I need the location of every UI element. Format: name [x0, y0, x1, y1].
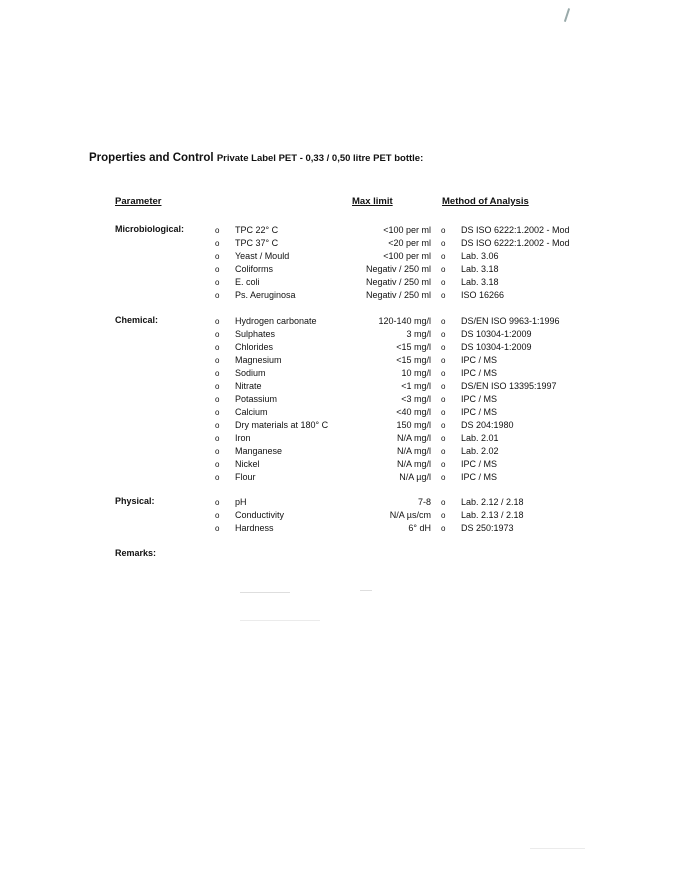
- parameter-name: Manganese: [235, 446, 283, 456]
- scan-artifact: [564, 8, 570, 22]
- table-row: [0, 522, 692, 535]
- bullet-icon: o: [441, 382, 446, 391]
- method-value: DS 10304-1:2009: [461, 329, 532, 339]
- max-limit-value: <40 mg/l: [396, 407, 431, 417]
- bullet-icon: o: [441, 356, 446, 365]
- bullet-icon: o: [215, 447, 220, 456]
- table-row: [0, 445, 692, 458]
- method-value: DS 10304-1:2009: [461, 342, 532, 352]
- method-value: Lab. 2.13 / 2.18: [461, 510, 524, 520]
- method-value: DS 250:1973: [461, 523, 514, 533]
- table-row: [0, 289, 692, 302]
- table-row: [0, 276, 692, 289]
- table-row: [0, 224, 692, 237]
- table-row: [0, 354, 692, 367]
- bullet-icon: o: [215, 421, 220, 430]
- bullet-icon: o: [441, 278, 446, 287]
- parameter-name: Yeast / Mould: [235, 251, 290, 261]
- max-limit-value: <20 per ml: [388, 238, 431, 248]
- section-label: Microbiological:: [115, 224, 185, 234]
- bullet-icon: o: [441, 317, 446, 326]
- parameter-name: TPC 37° C: [235, 238, 279, 248]
- parameter-name: Nickel: [235, 459, 260, 469]
- parameter-name: Conductivity: [235, 510, 285, 520]
- bullet-icon: o: [215, 317, 220, 326]
- bullet-icon: o: [215, 239, 220, 248]
- parameter-name: Nitrate: [235, 381, 262, 391]
- bullet-icon: o: [215, 291, 220, 300]
- table-row: [0, 237, 692, 250]
- max-limit-value: N/A mg/l: [396, 446, 431, 456]
- method-value: Lab. 2.12 / 2.18: [461, 497, 524, 507]
- max-limit-value: <15 mg/l: [396, 355, 431, 365]
- max-limit-value: N/A mg/l: [396, 459, 431, 469]
- bullet-icon: o: [441, 265, 446, 274]
- parameter-name: pH: [235, 497, 247, 507]
- section-label: Chemical:: [115, 315, 159, 325]
- bullet-icon: o: [441, 421, 446, 430]
- scan-artifact: [360, 590, 372, 591]
- max-limit-value: <15 mg/l: [396, 342, 431, 352]
- table-row: [0, 509, 692, 522]
- method-value: Lab. 2.01: [461, 433, 499, 443]
- parameter-name: TPC 22° C: [235, 225, 279, 235]
- table-row: [0, 263, 692, 276]
- header-method: Method of Analysis: [442, 196, 529, 207]
- scan-artifact: [240, 620, 320, 621]
- scan-artifact: [530, 848, 585, 849]
- method-value: IPC / MS: [461, 394, 498, 404]
- parameter-name: Iron: [235, 433, 251, 443]
- bullet-icon: o: [215, 511, 220, 520]
- table-row: [0, 328, 692, 341]
- bullet-icon: o: [441, 408, 446, 417]
- remarks-label: Remarks:: [115, 548, 157, 558]
- bullet-icon: o: [441, 447, 446, 456]
- max-limit-value: N/A µs/cm: [389, 510, 431, 520]
- method-value: IPC / MS: [461, 355, 498, 365]
- max-limit-value: 6° dH: [408, 523, 431, 533]
- method-value: ISO 16266: [461, 290, 505, 300]
- bullet-icon: o: [441, 434, 446, 443]
- max-limit-value: Negativ / 250 ml: [365, 264, 431, 274]
- bullet-icon: o: [441, 291, 446, 300]
- bullet-icon: o: [441, 330, 446, 339]
- bullet-icon: o: [215, 343, 220, 352]
- bullet-icon: o: [441, 343, 446, 352]
- parameter-name: Sulphates: [235, 329, 276, 339]
- bullet-icon: o: [441, 498, 446, 507]
- method-value: IPC / MS: [461, 407, 498, 417]
- bullet-icon: o: [215, 408, 220, 417]
- bullet-icon: o: [441, 473, 446, 482]
- table-row: [0, 432, 692, 445]
- method-value: DS 204:1980: [461, 420, 514, 430]
- bullet-icon: o: [215, 330, 220, 339]
- method-value: DS/EN ISO 13395:1997: [461, 381, 557, 391]
- method-value: Lab. 2.02: [461, 446, 499, 456]
- table-row: [0, 367, 692, 380]
- bullet-icon: o: [215, 226, 220, 235]
- table-row: [0, 419, 692, 432]
- bullet-icon: o: [215, 278, 220, 287]
- parameter-name: Chlorides: [235, 342, 274, 352]
- method-value: DS/EN ISO 9963-1:1996: [461, 316, 560, 326]
- parameter-name: Flour: [235, 472, 256, 482]
- max-limit-value: <100 per ml: [383, 225, 431, 235]
- bullet-icon: o: [215, 252, 220, 261]
- bullet-icon: o: [441, 511, 446, 520]
- parameter-name: Dry materials at 180° C: [235, 420, 329, 430]
- max-limit-value: N/A µg/l: [399, 472, 431, 482]
- parameter-name: Hardness: [235, 523, 274, 533]
- max-limit-value: 120-140 mg/l: [378, 316, 431, 326]
- method-value: Lab. 3.06: [461, 251, 499, 261]
- table-row: [0, 496, 692, 509]
- bullet-icon: o: [441, 252, 446, 261]
- method-value: DS ISO 6222:1.2002 - Mod: [461, 238, 570, 248]
- max-limit-value: Negativ / 250 ml: [365, 290, 431, 300]
- bullet-icon: o: [215, 356, 220, 365]
- scan-artifact: [240, 592, 290, 593]
- table-row: [0, 250, 692, 263]
- bullet-icon: o: [215, 395, 220, 404]
- table-row: [0, 341, 692, 354]
- table-row: [0, 406, 692, 419]
- bullet-icon: o: [215, 265, 220, 274]
- bullet-icon: o: [215, 473, 220, 482]
- method-value: IPC / MS: [461, 368, 498, 378]
- bullet-icon: o: [215, 369, 220, 378]
- title-sub: Private Label PET - 0,33 / 0,50 litre PET bottle:: [216, 153, 424, 164]
- max-limit-value: 3 mg/l: [406, 329, 431, 339]
- max-limit-value: Negativ / 250 ml: [365, 277, 431, 287]
- bullet-icon: o: [441, 460, 446, 469]
- bullet-icon: o: [215, 460, 220, 469]
- parameter-name: Coliforms: [235, 264, 274, 274]
- method-value: DS ISO 6222:1.2002 - Mod: [461, 225, 570, 235]
- max-limit-value: 150 mg/l: [396, 420, 431, 430]
- table-row: [0, 315, 692, 328]
- bullet-icon: o: [441, 395, 446, 404]
- bullet-icon: o: [215, 434, 220, 443]
- table-row: [0, 380, 692, 393]
- bullet-icon: o: [441, 369, 446, 378]
- method-value: IPC / MS: [461, 459, 498, 469]
- parameter-name: Sodium: [235, 368, 266, 378]
- bullet-icon: o: [441, 524, 446, 533]
- page-title: [89, 152, 423, 164]
- parameter-name: Ps. Aeruginosa: [235, 290, 296, 300]
- method-value: Lab. 3.18: [461, 264, 499, 274]
- parameter-name: Potassium: [235, 394, 278, 404]
- bullet-icon: o: [215, 382, 220, 391]
- max-limit-value: <3 mg/l: [401, 394, 431, 404]
- method-value: IPC / MS: [461, 472, 498, 482]
- max-limit-value: 7-8: [417, 497, 431, 507]
- table-row: [0, 471, 692, 484]
- max-limit-value: 10 mg/l: [401, 368, 431, 378]
- method-value: Lab. 3.18: [461, 277, 499, 287]
- section-label: Physical:: [115, 496, 155, 506]
- max-limit-value: N/A mg/l: [396, 433, 431, 443]
- header-max-limit: Max limit: [352, 196, 393, 207]
- title-main: Properties and Control: [89, 152, 214, 164]
- header-parameter: Parameter: [115, 196, 162, 207]
- parameter-name: Calcium: [235, 407, 268, 417]
- max-limit-value: <100 per ml: [383, 251, 431, 261]
- bullet-icon: o: [215, 498, 220, 507]
- parameter-name: Hydrogen carbonate: [235, 316, 317, 326]
- bullet-icon: o: [441, 239, 446, 248]
- parameter-name: E. coli: [235, 277, 260, 287]
- max-limit-value: <1 mg/l: [401, 381, 431, 391]
- bullet-icon: o: [215, 524, 220, 533]
- table-row: [0, 393, 692, 406]
- table-row: [0, 458, 692, 471]
- parameter-name: Magnesium: [235, 355, 282, 365]
- bullet-icon: o: [441, 226, 446, 235]
